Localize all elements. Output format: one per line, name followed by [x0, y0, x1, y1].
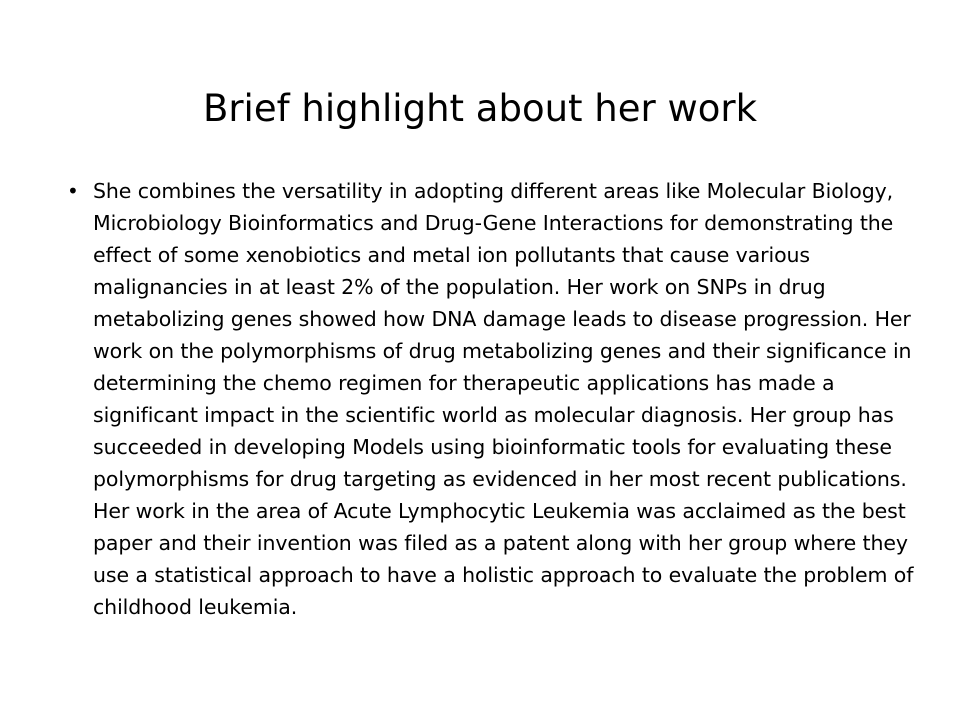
- slide-content: [67, 175, 915, 623]
- slide-title: Brief highlight about her work: [202, 86, 758, 130]
- bullet-item: [67, 175, 915, 623]
- bullet-dot-icon: •: [67, 179, 79, 203]
- bullet-text: She combines the versatility in adopting different areas like Molecular Biology, Microbiology Bioinformatics and Drug-Gene Interactions for demonstrating the effect of some xenobiotics and metal ion pollutants that cause various malignancies in at least 2% of the population. Her work on SNPs in drug metabolizing genes showed how DNA damage leads to disease progression. Her work on the polymorphisms of drug metabolizing genes and their significance in determining the chemo regimen for therapeutic applications has made a significant impact in the scientific world as molecular diagnosis. Her group has succeeded in developing Models using bioinformatic tools for evaluating these polymorphisms for drug targeting as evidenced in her most recent publications. Her work in the area of Acute Lymphocytic Leukemia was acclaimed as the best paper and their invention was filed as a patent along with her group where they use a statistical approach to have a holistic approach to evaluate the problem of childhood leukemia.: [93, 179, 914, 619]
